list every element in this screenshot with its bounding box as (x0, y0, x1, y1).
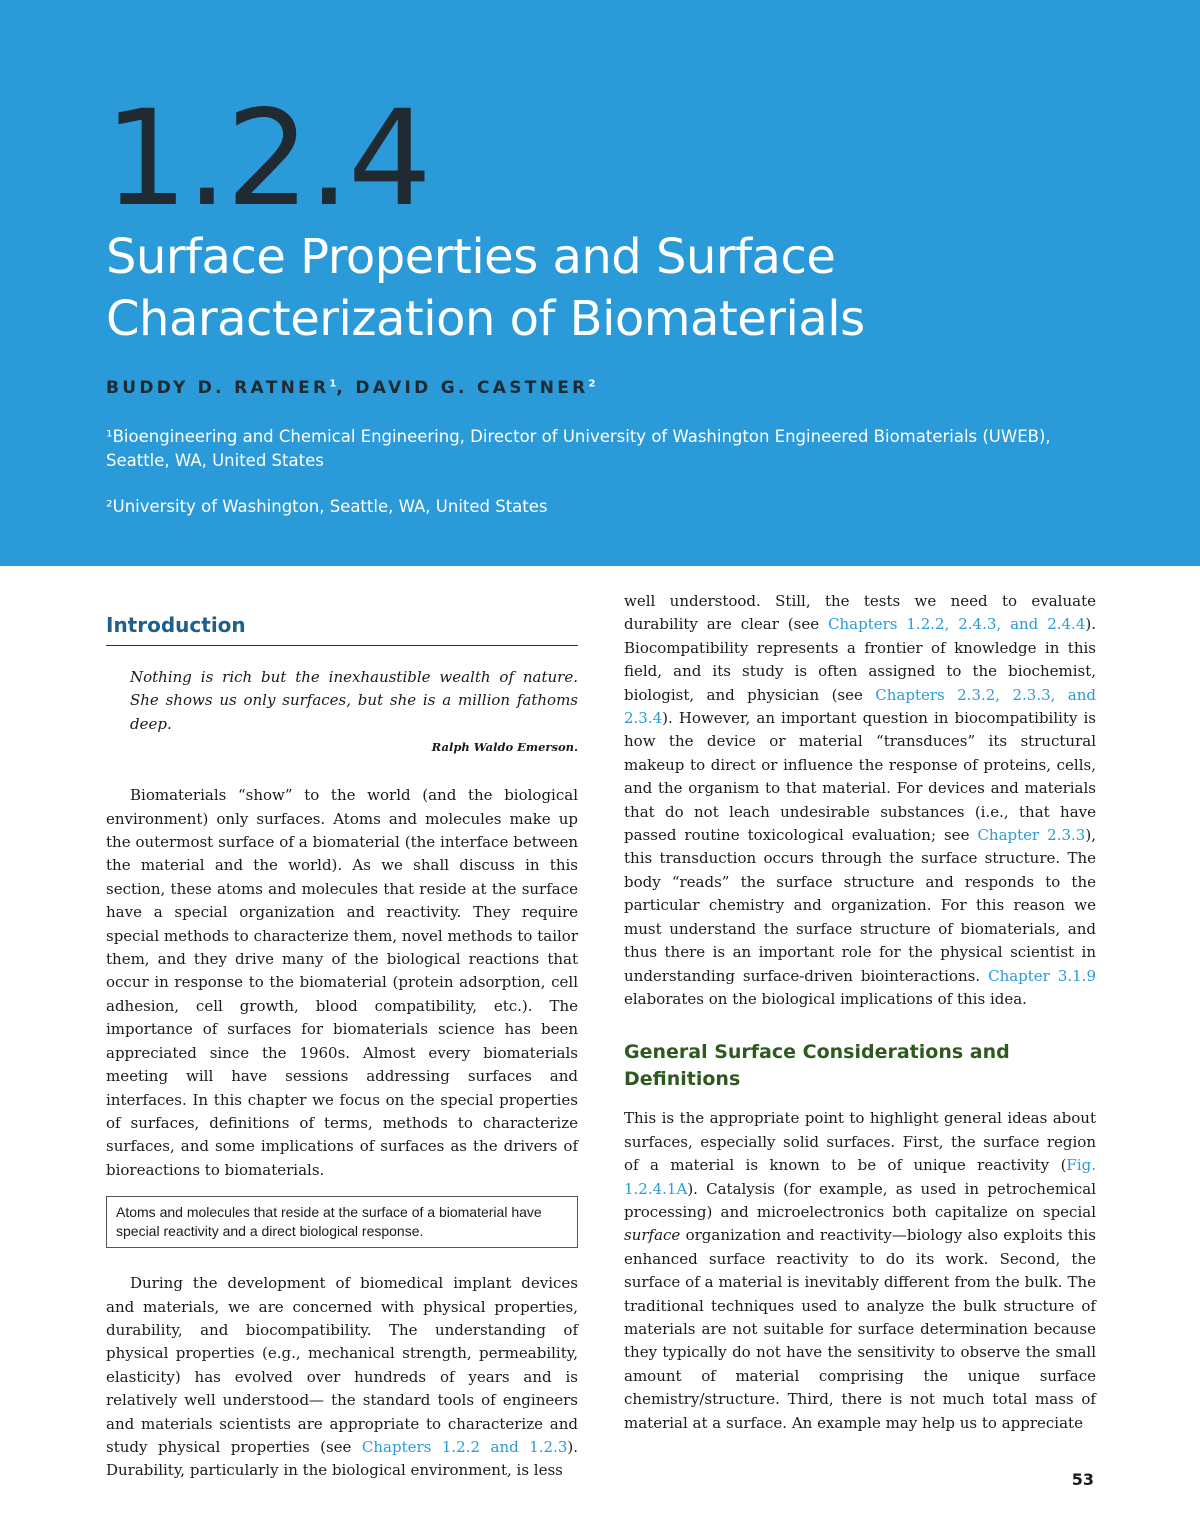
author-name: BUDDY D. RATNER (106, 378, 330, 398)
chapter-link[interactable]: Chapter 2.3.3 (977, 826, 1086, 845)
section-heading-introduction: Introduction (106, 590, 578, 646)
affiliation-marker: 1 (329, 378, 337, 390)
affiliation-2: ²University of Washington, Seattle, WA, United States (106, 497, 548, 516)
right-column (624, 590, 1096, 1435)
page-number: 53 (1071, 1470, 1094, 1489)
section-heading-general-surface: General Surface Considerations and Definitions (624, 1041, 1010, 1091)
chapter-link[interactable]: Chapters 1.2.2, 2.4.3, and 2.4.4 (828, 615, 1086, 634)
chapter-title-line-2: Characterization of Biomaterials (106, 291, 865, 347)
paragraph-text: organization and reactivity—biology also exploits this enhanced surface reactivity to do its work. Second, the surface of a material is inevitably different from the bulk. The traditional techniques used to analyze the bulk structure of materials are not suitable for surface determination because they typically do not have the sensitivity to observe the small amount of material comprising the unique surface chemistry/structure. Third, there is not much total mass of material at a surface. An example may help us to appreciate (624, 1226, 1096, 1432)
paragraph-text: ). Catalysis (for example, as used in petrochemical processing) and microelectronics both capitalize on special (624, 1179, 1096, 1221)
paragraph-text: ). Biocompatibility represents a frontier of knowledge in this field, and its study is often assigned to the biochemist, biologist, and physician (see (624, 615, 1096, 704)
body-paragraph (624, 590, 1096, 1011)
chapter-title (106, 226, 865, 350)
author-separator: , (336, 378, 356, 398)
body-paragraph (106, 1272, 578, 1483)
body-paragraph: Biomaterials “show” to the world (and the biological environment) only surfaces. Atoms and molecules make up the outermost surface of a biomaterial (the interface between the material and the world). As we shall discuss in this section, these atoms and molecules that reside at the surface have a special organization and reactivity. They require special methods to characterize them, novel methods to tailor them, and they drive many of the biological reactions that occur in response to the biomaterial (protein adsorption, cell adhesion, cell growth, blood compatibility, etc.). The importance of surfaces for biomaterials science has been appreciated since the 1960s. Almost every biomaterials meeting will have sessions addressing surfaces and interfaces. In this chapter we focus on the special properties of surfaces, definitions of terms, methods to characterize surfaces, and some implications of surfaces as the drivers of bioreactions to biomaterials. (106, 786, 578, 1179)
left-column (106, 590, 578, 1483)
paragraph-text: This is the appropriate point to highlight general ideas about surfaces, especially solid surfaces. First, the surface region of a material is known to be of unique reactivity ( (624, 1109, 1096, 1175)
paragraph-text: ), this transduction occurs through the surface structure. The body “reads” the surface structure and responds to the particular chemistry and organization. For this reason we must understand the surface structure of biomaterials, and thus there is an important role for the physical scientist in understanding surface-driven biointeractions. (624, 826, 1096, 985)
paragraph-text: well understood. Still, the tests we need to evaluate durability are clear (see (624, 592, 1096, 634)
paragraph-text: elaborates on the biological implications of this idea. (624, 989, 1027, 1008)
epigraph (130, 666, 578, 756)
chapter-link[interactable]: Chapters 2.3.2, 2.3.3, and 2.3.4 (624, 685, 1096, 728)
author-name: DAVID G. CASTNER (355, 378, 589, 398)
paragraph-text: ). However, an important question in biocompatibility is how the device or material “transduces” its structural makeup to direct or influence the response of proteins, cells, and the organism to that material. For devices and materials that do not leach undesirable substances (i.e., that have passed routine toxicological evaluation; see (624, 709, 1096, 845)
figure-link[interactable]: Fig. 1.2.4.1A (624, 1156, 1096, 1198)
paragraph-text: ). Durability, particularly in the biological environment, is less (106, 1437, 578, 1480)
chapter-title-line-1: Surface Properties and Surface (106, 229, 836, 285)
chapter-link[interactable]: Chapters 1.2.2 and 1.2.3 (361, 1437, 568, 1456)
author-list (106, 378, 596, 398)
chapter-header-banner (0, 0, 1200, 566)
chapter-link[interactable]: Chapter 3.1.9 (988, 966, 1096, 985)
epigraph-attribution: Ralph Waldo Emerson. (431, 740, 578, 755)
epigraph-text: Nothing is rich but the inexhaustible wealth of nature. She shows us only surfaces, but she is a million fathoms deep. (130, 668, 578, 733)
pull-quote: Atoms and molecules that reside at the surface of a biomaterial have special reactivity and a direct biological response. (106, 1196, 578, 1248)
chapter-number: 1.2.4 (104, 82, 430, 236)
affiliation-marker: 2 (588, 378, 596, 390)
paragraph-text: During the development of biomedical implant devices and materials, we are concerned with physical properties, durability, and biocompatibility. The understanding of physical properties (e.g., mechanical strength, permeability, elasticity) has evolved over hundreds of years and is relatively well understood— the standard tools of engineers and materials scientists are appropriate to characterize and study physical properties (see (106, 1274, 578, 1456)
affiliation-1: ¹Bioengineering and Chemical Engineering, Director of University of Washington Engineered Biomaterials (UWEB), Seattle, WA, United States (106, 427, 1051, 470)
body-paragraph (624, 1107, 1096, 1435)
emphasized-text: surface (624, 1226, 681, 1245)
